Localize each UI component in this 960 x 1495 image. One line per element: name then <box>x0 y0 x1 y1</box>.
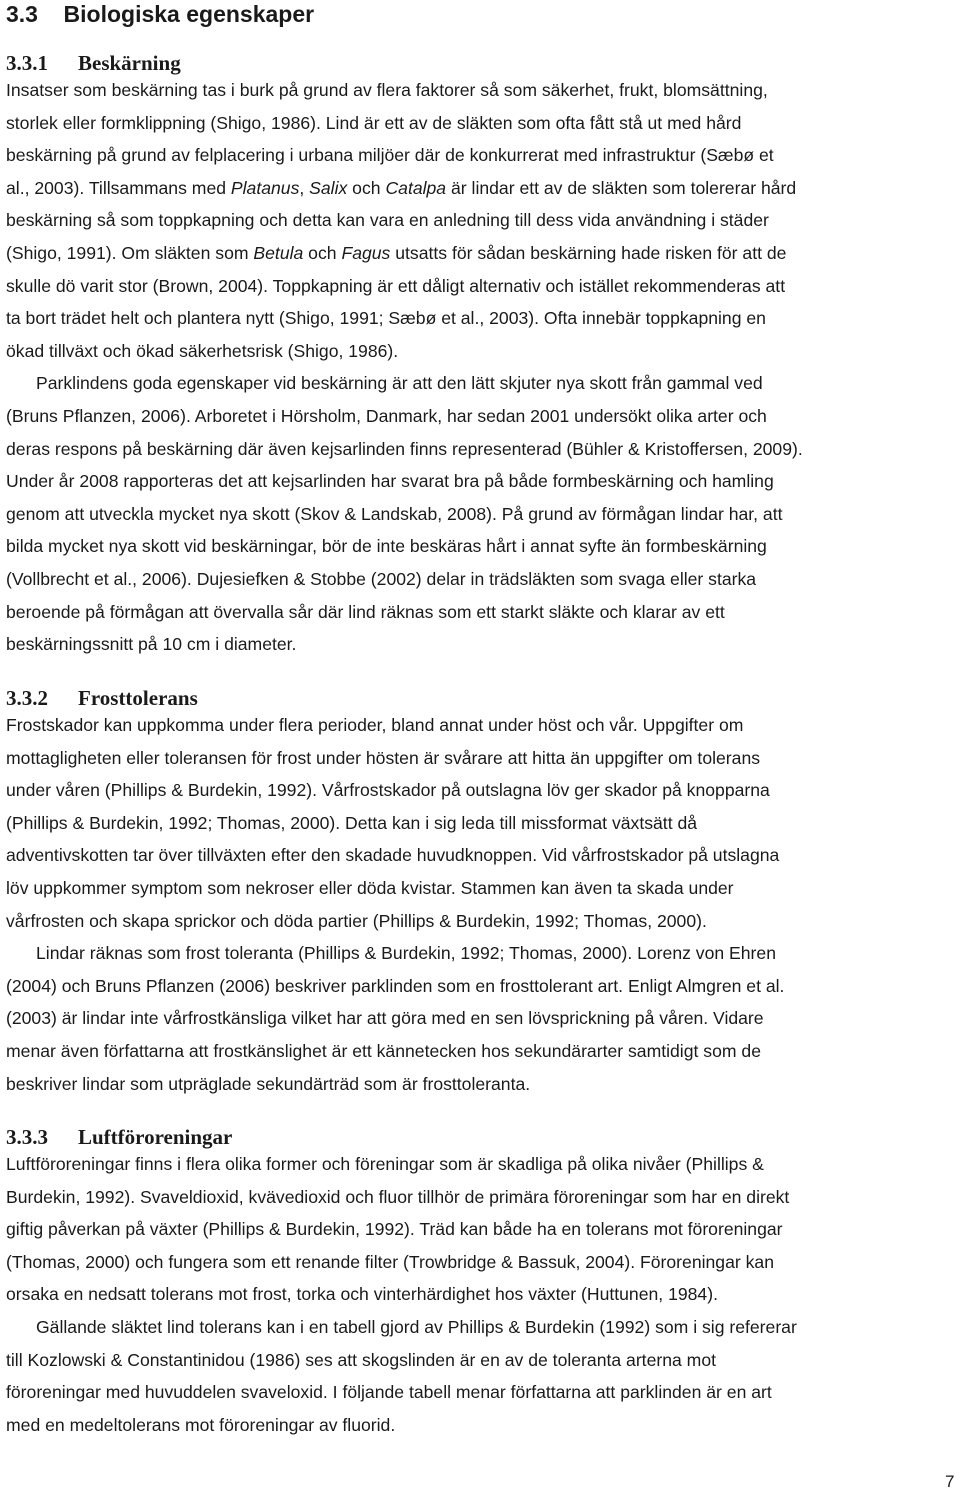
text-line <box>6 1344 954 1377</box>
text-run: till Kozlowski & Constantinidou (1986) ses att skogslinden är en av de toleranta arterna mot <box>6 1349 716 1370</box>
text-line <box>6 302 954 335</box>
page-number: 7 <box>945 1472 955 1491</box>
text-run: Parklindens goda egenskaper vid beskärning är att den lätt skjuter nya skott från gammal ved <box>36 373 763 394</box>
text-run: storlek eller formklippning (Shigo, 1986). Lind är ett av de släkten som ofta fått stå ut med hård <box>6 112 742 133</box>
text-run: med en medeltolerans mot föroreningar av fluorid. <box>6 1414 396 1435</box>
text-run: utsatts för sådan beskärning hade risken för att de <box>390 242 787 263</box>
paragraph-block-beskarning <box>6 74 954 661</box>
text-line <box>6 628 954 661</box>
text-run: orsaka en nedsatt tolerans mot frost, torka och vinterhärdighet hos växter (Huttunen, 1984). <box>6 1284 718 1305</box>
text-line <box>6 498 954 531</box>
text-line <box>6 1278 954 1311</box>
text-line <box>6 107 954 140</box>
text-run: bilda mycket nya skott vid beskärningar, bör de inte beskäras hårt i annat syfte än formbeskärning <box>6 536 767 557</box>
text-line <box>6 465 954 498</box>
text-line <box>6 970 954 1003</box>
text-run: , <box>299 177 310 198</box>
text-line <box>6 367 954 400</box>
text-line <box>6 433 954 466</box>
italic-taxon-name: Fagus <box>341 242 391 263</box>
text-line <box>6 335 954 368</box>
subsection-title: Luftföroreningar <box>78 1125 233 1149</box>
text-run: (Shigo, 1991). Om släkten som <box>6 242 254 263</box>
text-line <box>6 1409 954 1442</box>
text-line <box>6 74 954 107</box>
text-run: adventivskotten tar över tillväxten efter den skadade huvudknoppen. Vid vårfrostskador på utslagna <box>6 845 780 866</box>
text-run: beskriver lindar som utpräglade sekundärträd som är frosttoleranta. <box>6 1073 531 1094</box>
text-run: Frostskador kan uppkomma under flera perioder, bland annat under höst och vår. Uppgifter om <box>6 715 744 735</box>
subsection-title: Beskärning <box>78 51 181 75</box>
text-run: Luftföroreningar finns i flera olika former och föreningar som är skadliga på olika nivåer (Phillips & <box>6 1154 764 1174</box>
text-line <box>6 1148 954 1181</box>
text-line <box>6 270 954 303</box>
subsection-number: 3.3.3 <box>6 1125 48 1149</box>
text-run: (Thomas, 2000) och fungera som ett renande filter (Trowbridge & Bassuk, 2004). Föroreningar kan <box>6 1251 774 1272</box>
text-run: Gällande släktet lind tolerans kan i en tabell gjord av Phillips & Burdekin (1992) som i sig refererar <box>36 1316 797 1337</box>
text-run: beroende på förmågan att övervalla sår där lind räknas som ett starkt släkte och klarar av ett <box>6 601 725 622</box>
text-line <box>6 774 954 807</box>
paragraph-block-luftfororeningar <box>6 1148 954 1441</box>
text-run: giftig påverkan på växter (Phillips & Burdekin, 1992). Träd kan både ha en tolerans mot föroreningar <box>6 1219 783 1240</box>
text-line <box>6 1311 954 1344</box>
text-line <box>6 1213 954 1246</box>
text-run: och <box>303 242 342 263</box>
text-run: och <box>347 177 386 198</box>
text-line <box>6 1376 954 1409</box>
text-run: under våren (Phillips & Burdekin, 1992). Vårfrostskador på outslagna löv ger skador på knopparna <box>6 780 770 801</box>
subsection-number: 3.3.2 <box>6 686 48 710</box>
text-line <box>6 839 954 872</box>
text-run: beskärning på grund av felplacering i urbana miljöer där de konkurrerat med infrastruktur (Sæbø et <box>6 145 774 166</box>
text-line <box>6 204 954 237</box>
subsection-number: 3.3.1 <box>6 51 48 75</box>
text-line <box>6 1035 954 1068</box>
text-line <box>6 400 954 433</box>
text-run: ökad tillväxt och ökad säkerhetsrisk (Shigo, 1986). <box>6 340 399 361</box>
text-run: mottagligheten eller toleransen för frost under hösten är svårare att hitta än uppgifter om tolerans <box>6 747 761 768</box>
text-line <box>6 596 954 629</box>
text-run: föroreningar med huvuddelen svaveloxid. I följande tabell menar författarna att parklinden är en art <box>6 1382 772 1403</box>
italic-taxon-name: Salix <box>309 177 348 198</box>
text-run: skulle dö varit stor (Brown, 2004). Toppkapning är ett dåligt alternativ och istället rekommenderas att <box>6 275 786 296</box>
text-run: beskärning så som toppkapning och detta kan vara en anledning till dess vida användning i städer <box>6 210 769 231</box>
section-number: 3.3 <box>6 1 38 27</box>
text-line <box>6 1068 954 1101</box>
text-line <box>6 530 954 563</box>
subsection-heading-beskarning <box>6 50 181 76</box>
text-run: Under år 2008 rapporteras det att kejsarlinden har svarat bra på både formbeskärning och hamling <box>6 471 774 492</box>
text-line <box>6 1181 954 1214</box>
text-line <box>6 905 954 938</box>
text-run: Burdekin, 1992). Svaveldioxid, kvävedioxid och fluor tillhör de primära föroreningar som har en direkt <box>6 1186 790 1207</box>
text-line <box>6 937 954 970</box>
text-line <box>6 1002 954 1035</box>
text-line <box>6 1246 954 1279</box>
text-line <box>6 172 954 205</box>
section-title: Biologiska egenskaper <box>63 1 315 27</box>
text-run: är lindar ett av de släkten som tolererar hård <box>446 177 797 198</box>
text-run: menar även författarna att frostkänslighet är ett kännetecken hos sekundärarter samtidigt som de <box>6 1040 761 1061</box>
text-line <box>6 139 954 172</box>
text-run: (Phillips & Burdekin, 1992; Thomas, 2000). Detta kan i sig leda till missformat växtsätt då <box>6 812 698 833</box>
text-run: genom att utveckla mycket nya skott (Skov & Landskab, 2008). På grund av förmågan lindar har, att <box>6 503 783 524</box>
text-run: ta bort trädet helt och plantera nytt (Shigo, 1991; Sæbø et al., 2003). Ofta innebär toppkapning en <box>6 308 766 329</box>
section-heading <box>6 0 314 28</box>
text-run: al., 2003). Tillsammans med <box>6 177 231 198</box>
italic-taxon-name: Betula <box>253 242 304 263</box>
text-line <box>6 872 954 905</box>
italic-taxon-name: Catalpa <box>385 177 447 198</box>
italic-taxon-name: Platanus <box>230 177 300 198</box>
paragraph-block-frosttolerans <box>6 709 954 1100</box>
text-line <box>6 563 954 596</box>
text-line <box>6 807 954 840</box>
text-run: vårfrosten och skapa sprickor och döda partier (Phillips & Burdekin, 1992; Thomas, 2000). <box>6 910 707 931</box>
text-run: Lindar räknas som frost toleranta (Phillips & Burdekin, 1992; Thomas, 2000). Lorenz von Ehren <box>36 943 776 964</box>
subsection-heading-luftfororeningar <box>6 1124 232 1150</box>
text-run: Insatser som beskärning tas i burk på grund av flera faktorer så som säkerhet, frukt, blomsättning, <box>6 80 768 100</box>
text-line <box>6 709 954 742</box>
text-run: (Bruns Pflanzen, 2006). Arboretet i Hörsholm, Danmark, har sedan 2001 undersökt olika arter och <box>6 405 767 426</box>
text-line <box>6 742 954 775</box>
text-run: beskärningssnitt på 10 cm i diameter. <box>6 634 297 655</box>
text-run: deras respons på beskärning där även kejsarlinden finns representerad (Bühler & Kristoffersen, 2009). <box>6 438 803 459</box>
text-run: (2004) och Bruns Pflanzen (2006) beskriver parklinden som en frosttolerant art. Enligt Almgren et al. <box>6 975 785 996</box>
text-run: (Vollbrecht et al., 2006). Dujesiefken & Stobbe (2002) delar in trädsläkten som svaga eller starka <box>6 568 757 589</box>
text-run: löv uppkommer symptom som nekroser eller döda kvistar. Stammen kan även ta skada under <box>6 877 734 898</box>
text-line <box>6 237 954 270</box>
text-run: (2003) är lindar inte vårfrostkänsliga vilket har att göra med en sen lövsprickning på våren. Vidare <box>6 1008 764 1029</box>
subsection-title: Frosttolerans <box>78 686 198 710</box>
subsection-heading-frosttolerans <box>6 685 198 711</box>
